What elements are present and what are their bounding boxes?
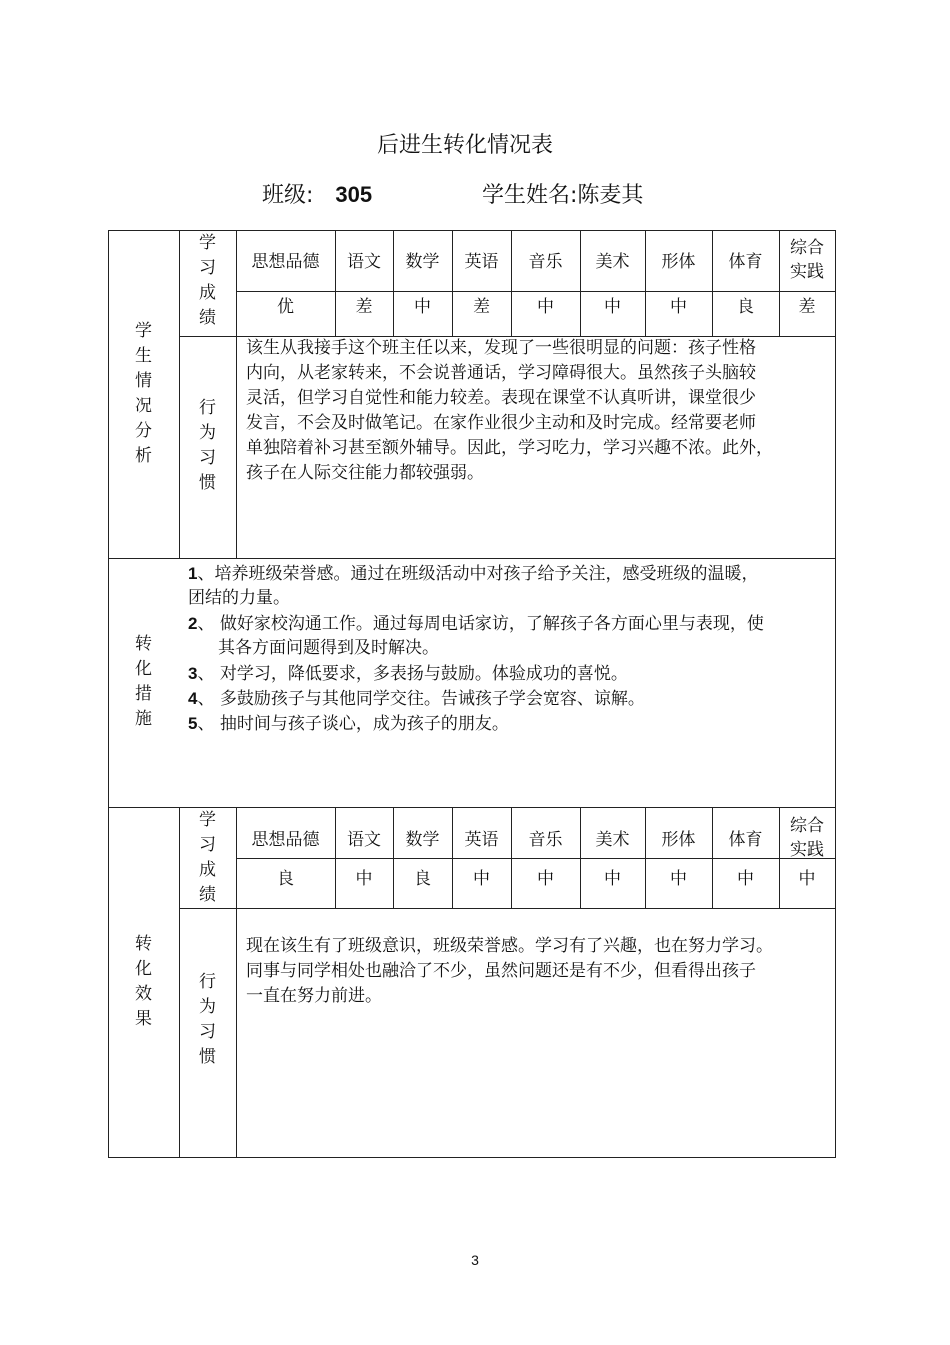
measure-item: 2、 做好家校沟通工作。通过每周电话家访，了解孩子各方面心里与表现，使 <box>188 614 764 634</box>
subrow-label-habits: 行 为 习 惯 <box>199 972 216 1067</box>
after-grade: 中 <box>604 869 621 889</box>
before-grade: 差 <box>355 297 373 317</box>
after-grade: 中 <box>737 869 754 889</box>
after-grade: 良 <box>277 869 294 889</box>
subject-header: 数学 <box>405 252 440 272</box>
before-grade: 中 <box>537 297 554 317</box>
measure-item: 其各方面问题得到及时解决。 <box>218 638 439 658</box>
after-grade: 良 <box>414 869 431 889</box>
measure-item: 团结的力量。 <box>188 588 290 608</box>
subject-header: 综合 实践 <box>790 238 824 282</box>
grade-column-divider <box>580 807 581 909</box>
subject-header: 思想品德 <box>251 252 320 272</box>
grade-column-divider <box>511 807 512 909</box>
before-grade: 良 <box>737 297 754 317</box>
subject-header: 英语 <box>464 252 499 272</box>
column-divider <box>236 807 237 1158</box>
grade-row-divider <box>236 858 836 859</box>
subject-header: 体育 <box>728 252 763 272</box>
class-value: 305 <box>335 182 373 207</box>
subject-header: 形体 <box>661 830 696 850</box>
section-label-effect: 转 化 效 果 <box>135 934 152 1029</box>
page-number: 3 <box>471 1252 479 1268</box>
table-right-border <box>835 230 836 1158</box>
subject-header: 语文 <box>347 830 381 850</box>
measure-item: 1、培养班级荣誉感。通过在班级活动中对孩子给予关注，感受班级的温暖， <box>188 564 759 584</box>
behavior-before-text: 该生从我接手这个班主任以来，发现了一些很明显的问题：孩子性格 内向，从老家转来，不会说普通话，学习障碍很大。虽然孩子头脑较 灵活，但学习自觉性和能力较差。表现在课堂不认真听讲，课堂很少 发言，不会及时做笔记。在家作业很少主动和及时完成。经常要老师 单独陪着补习甚至额外辅导。因此，学习吃力，学习兴趣不浓。此外， 孩子在人际交往能力都较强弱。 <box>246 338 773 483</box>
before-grade: 中 <box>670 297 687 317</box>
class-label: 班级: <box>262 183 314 208</box>
subject-header: 形体 <box>661 252 696 272</box>
column-divider <box>236 230 237 559</box>
subject-header: 美术 <box>595 830 630 850</box>
section-divider <box>108 558 836 559</box>
section-label-measures: 转 化 措 施 <box>135 634 152 729</box>
after-grade: 中 <box>355 869 373 889</box>
table-bottom-border <box>108 1157 836 1158</box>
measure-item: 4、 多鼓励孩子与其他同学交往。告诫孩子学会宽容、谅解。 <box>188 689 645 709</box>
before-grade: 差 <box>473 297 490 317</box>
grade-column-divider <box>645 807 646 909</box>
page-title: 后进生转化情况表 <box>376 133 553 158</box>
measure-item: 3、 对学习，降低要求，多表扬与鼓励。体验成功的喜悦。 <box>188 664 628 684</box>
subject-header: 综合 实践 <box>790 816 824 860</box>
subject-header: 美术 <box>595 252 630 272</box>
subject-header: 数学 <box>405 830 440 850</box>
subrow-label-habits: 行 为 习 惯 <box>199 398 216 493</box>
grade-column-divider <box>393 807 394 909</box>
subject-header: 音乐 <box>528 252 563 272</box>
subject-header: 体育 <box>728 830 763 850</box>
before-grade: 中 <box>604 297 621 317</box>
before-grade: 优 <box>277 297 294 317</box>
student-label: 学生姓名: <box>482 183 578 208</box>
grade-column-divider <box>452 807 453 909</box>
subrow-label-grades: 学 习 成 绩 <box>199 810 216 905</box>
before-grade: 差 <box>798 297 816 317</box>
subject-header: 思想品德 <box>251 830 320 850</box>
after-grade: 中 <box>537 869 554 889</box>
subject-header: 英语 <box>464 830 499 850</box>
grade-column-divider <box>335 807 336 909</box>
student-value: 陈麦其 <box>577 183 644 208</box>
after-grade: 中 <box>798 869 816 889</box>
measure-item: 5、 抽时间与孩子谈心，成为孩子的朋友。 <box>188 714 509 734</box>
subject-header: 语文 <box>347 252 381 272</box>
student-info <box>482 178 643 209</box>
grade-column-divider <box>712 807 713 909</box>
after-grade: 中 <box>670 869 687 889</box>
before-grade: 中 <box>414 297 431 317</box>
class-info <box>262 178 372 209</box>
subject-header: 音乐 <box>528 830 563 850</box>
behavior-after-text: 现在该生有了班级意识，班级荣誉感。学习有了兴趣，也在努力学习。 同事与同学相处也融洽了不少，虽然问题还是有不少，但看得出孩子 一直在努力前进。 <box>246 936 773 1006</box>
after-grade: 中 <box>473 869 490 889</box>
section-label-analysis: 学 生 情 况 分 析 <box>135 321 152 466</box>
subrow-divider <box>179 908 836 909</box>
subrow-label-grades: 学 习 成 绩 <box>199 233 216 328</box>
